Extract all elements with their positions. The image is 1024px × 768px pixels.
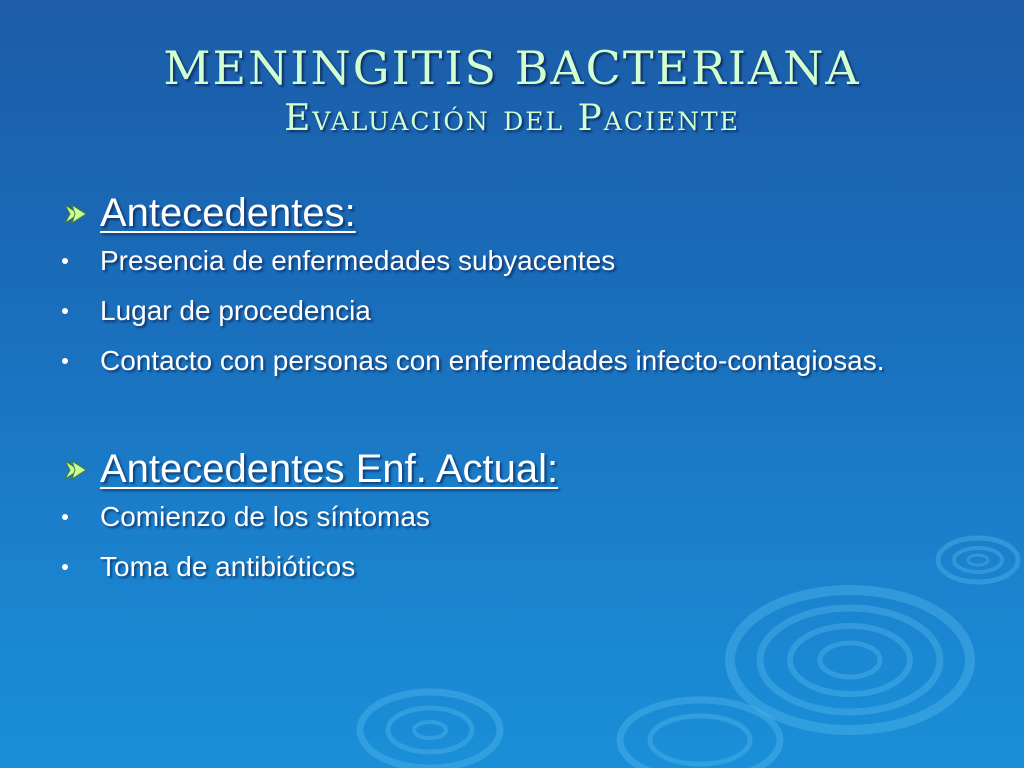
list-item xyxy=(62,342,962,380)
section-heading-antecedentes xyxy=(62,188,962,238)
list-item-text: Presencia de enfermedades subyacentes xyxy=(100,245,616,276)
list-item xyxy=(62,498,962,536)
list-item-text: Comienzo de los síntomas xyxy=(100,501,430,532)
list-item xyxy=(62,292,962,330)
list-item-text: Toma de antibióticos xyxy=(100,551,356,582)
dot-bullet xyxy=(62,514,68,520)
section-heading-enf-actual xyxy=(62,444,962,494)
list-item xyxy=(62,548,962,586)
title-main: MENINGITIS BACTERIANA xyxy=(163,41,861,95)
dot-bullet xyxy=(62,308,68,314)
list-item xyxy=(62,242,962,280)
dot-bullet xyxy=(62,358,68,364)
dot-bullet xyxy=(62,564,68,570)
title-subtitle: Evaluación del Paciente xyxy=(284,98,740,139)
ripple-medium-lower xyxy=(620,700,780,768)
ripple-large xyxy=(730,590,970,730)
section-list-enf-actual xyxy=(62,498,962,586)
section-list-antecedentes xyxy=(62,242,962,380)
slide-content xyxy=(62,188,962,598)
slide-title xyxy=(0,40,1024,142)
ripple-bottom-left xyxy=(360,692,500,768)
arrow-icon xyxy=(62,458,88,482)
section-heading-label: Antecedentes: xyxy=(100,191,356,235)
list-item-text: Contacto con personas con enfermedades infecto-contagiosas. xyxy=(100,345,885,376)
dot-bullet xyxy=(62,258,68,264)
list-item-text: Lugar de procedencia xyxy=(100,295,371,326)
section-heading-label: Antecedentes Enf. Actual: xyxy=(100,447,559,491)
arrow-icon xyxy=(62,202,88,226)
